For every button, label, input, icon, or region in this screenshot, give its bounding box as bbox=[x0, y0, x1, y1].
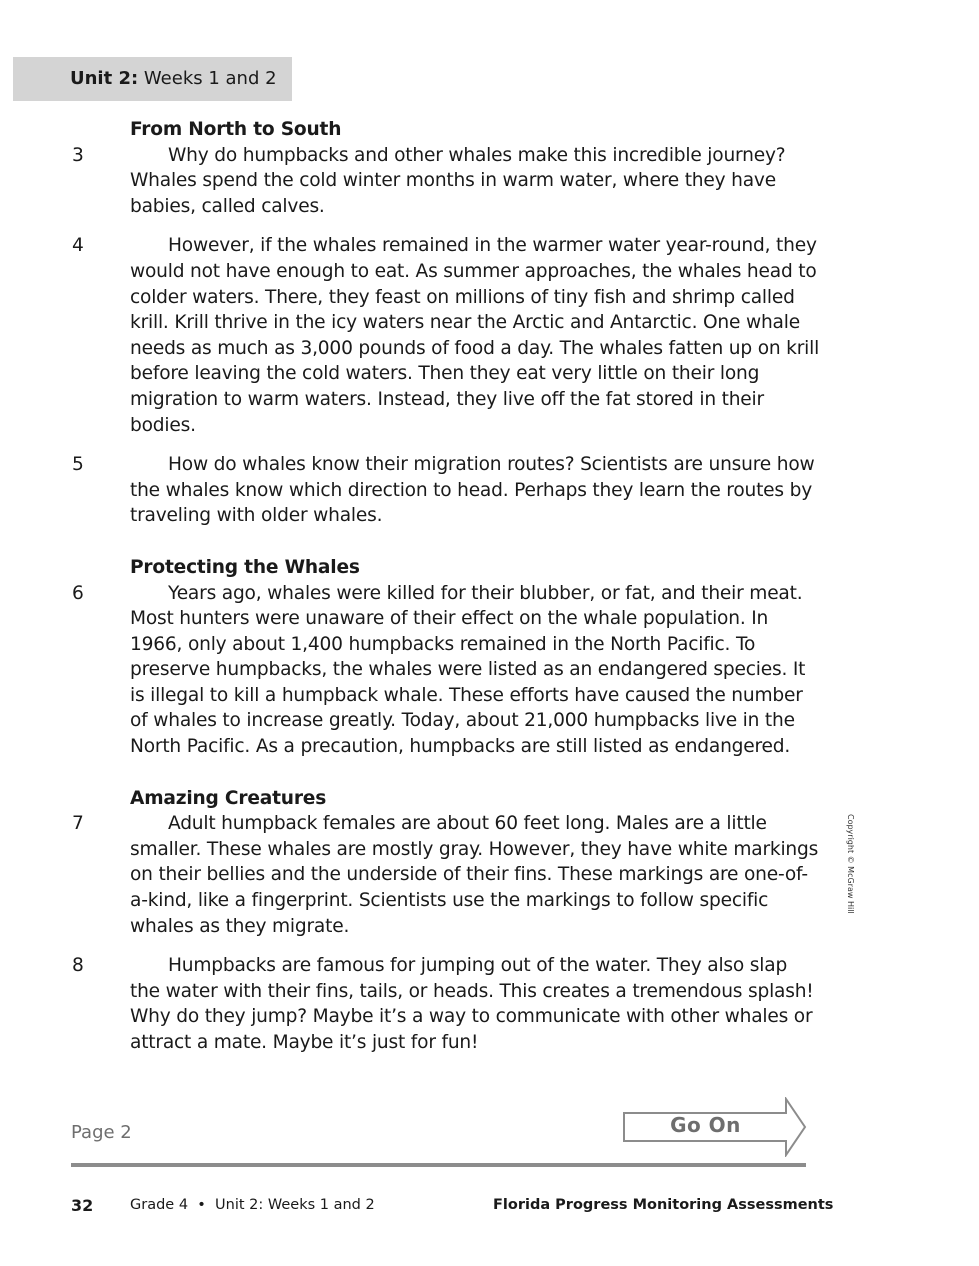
paragraph-text: However, if the whales remained in the warmer water year-round, they would not have enough to eat. As summer approaches, the whales head to colder waters. There, they feast on millions of tiny fish and shrimp called krill. Krill thrive in the icy waters near the Arctic and Antarctic. One whale needs as much as 3,000 pounds of food a day. The whales fatten up on krill before leaving the cold waters. Then they eat very little on their long migration to warm waters. Instead, they live off the fat stored in their bodies. bbox=[130, 235, 820, 436]
go-on-label: Go On bbox=[670, 1113, 741, 1137]
unit-label-weeks: Weeks 1 and 2 bbox=[138, 68, 277, 89]
article-body bbox=[72, 117, 820, 1070]
section-heading: Amazing Creatures bbox=[130, 787, 327, 809]
copyright-text: Copyright © McGraw Hill bbox=[846, 814, 855, 914]
page-label: Page 2 bbox=[71, 1122, 132, 1143]
footer-divider bbox=[71, 1163, 806, 1167]
go-on-button[interactable] bbox=[623, 1097, 808, 1157]
paragraph-number: 8 bbox=[72, 955, 84, 977]
paragraph-number: 6 bbox=[72, 582, 84, 604]
paragraph-text: Adult humpback females are about 60 feet long. Males are a little smaller. These whales are mostly gray. However, they have white markings on their bellies and the underside of their fins. These markings are one-of-a-kind, like a fingerprint. Scientists use the markings to follow specific whales as they migrate. bbox=[130, 813, 819, 937]
unit-header-tab bbox=[13, 57, 292, 101]
copyright-notice bbox=[845, 814, 857, 926]
paragraph-number: 5 bbox=[72, 454, 84, 476]
paragraph-7 bbox=[72, 811, 820, 939]
paragraph-text: Humpbacks are famous for jumping out of the water. They also slap the water with their fins, tails, or heads. This creates a tremendous splash! Why do they jump? Maybe it’s a way to communicate with other whales or attract a mate. Maybe it’s just for fun! bbox=[130, 955, 814, 1053]
paragraph-number: 3 bbox=[72, 144, 84, 166]
unit-label-bold: Unit 2: bbox=[70, 68, 139, 89]
paragraph-text: Why do humpbacks and other whales make this incredible journey? Whales spend the cold winter months in warm water, where they have babies, called calves. bbox=[130, 144, 786, 217]
paragraph-4 bbox=[72, 233, 820, 438]
paragraph-8 bbox=[72, 953, 820, 1055]
paragraph-5 bbox=[72, 452, 820, 529]
paragraph-3 bbox=[72, 143, 820, 220]
section-heading: Protecting the Whales bbox=[130, 556, 360, 578]
paragraph-text: Years ago, whales were killed for their blubber, or fat, and their meat. Most hunters were unaware of their effect on the whale population. In 1966, only about 1,400 humpbacks remained in the North Pacific. To preserve humpbacks, the whales were listed as an endangered species. It is illegal to kill a humpback whale. These efforts have caused the number of whales to increase greatly. Today, about 21,000 humpbacks live in the North Pacific. As a precaution, humpbacks are still listed as endangered. bbox=[130, 582, 806, 758]
paragraph-number: 7 bbox=[72, 813, 84, 835]
section-heading: From North to South bbox=[130, 119, 342, 140]
footer-grade-unit: Grade 4 • Unit 2: Weeks 1 and 2 bbox=[130, 1197, 375, 1213]
footer-assessment-title: Florida Progress Monitoring Assessments bbox=[493, 1197, 834, 1213]
footer-page-number: 32 bbox=[71, 1196, 94, 1215]
paragraph-number: 4 bbox=[72, 235, 84, 257]
paragraph-6 bbox=[72, 581, 820, 760]
paragraph-text: How do whales know their migration routes? Scientists are unsure how the whales know which direction to head. Perhaps they learn the routes by traveling with older whales. bbox=[130, 454, 815, 527]
